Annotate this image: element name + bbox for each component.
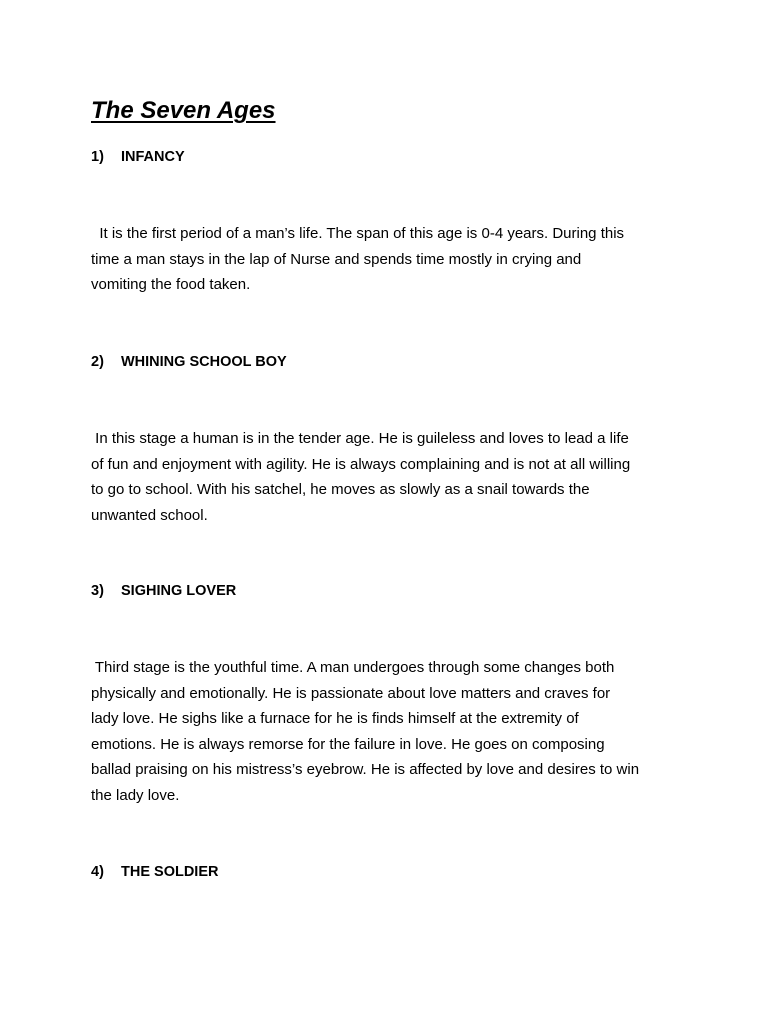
section-heading-infancy xyxy=(91,147,185,167)
paragraph-line: time a man stays in the lap of Nurse and spends time mostly in crying and xyxy=(91,250,582,268)
section-number: 3) xyxy=(91,583,104,599)
section-paragraph-infancy xyxy=(91,221,681,298)
section-paragraph-whining-school-boy xyxy=(91,426,681,528)
section-paragraph-sighing-lover xyxy=(91,655,681,809)
paragraph-line: lady love. He sighs like a furnace for he is finds himself at the extremity of xyxy=(91,710,579,728)
paragraph-line: ballad praising on his mistress’s eyebrow. He is affected by love and desires to win xyxy=(91,761,640,779)
section-number: 4) xyxy=(91,864,104,880)
paragraph-line: unwanted school. xyxy=(91,506,208,524)
paragraph-line: In this stage a human is in the tender age. He is guileless and loves to lead a life xyxy=(91,430,629,447)
paragraph-line: to go to school. With his satchel, he moves as slowly as a snail towards the xyxy=(91,481,590,499)
section-number: 2) xyxy=(91,354,104,370)
section-title: WHINING SCHOOL BOY xyxy=(121,354,287,370)
section-title: INFANCY xyxy=(121,149,185,165)
document-title: The Seven Ages xyxy=(91,97,276,124)
section-heading-sighing-lover xyxy=(91,581,236,601)
section-heading-the-soldier xyxy=(91,862,218,882)
section-number: 1) xyxy=(91,149,104,165)
section-title: THE SOLDIER xyxy=(121,864,219,880)
paragraph-line: It is the first period of a man’s life. The span of this age is 0-4 years. During this xyxy=(91,225,625,242)
paragraph-line: the lady love. xyxy=(91,786,180,804)
section-title: SIGHING LOVER xyxy=(121,583,237,599)
section-heading-whining-school-boy xyxy=(91,352,287,372)
paragraph-line: vomiting the food taken. xyxy=(91,276,251,294)
paragraph-line: Third stage is the youthful time. A man undergoes through some changes both xyxy=(91,659,615,676)
paragraph-line: emotions. He is always remorse for the failure in love. He goes on composing xyxy=(91,735,605,753)
paragraph-line: physically and emotionally. He is passionate about love matters and craves for xyxy=(91,684,611,702)
paragraph-line: of fun and enjoyment with agility. He is always complaining and is not at all willing xyxy=(91,455,631,473)
